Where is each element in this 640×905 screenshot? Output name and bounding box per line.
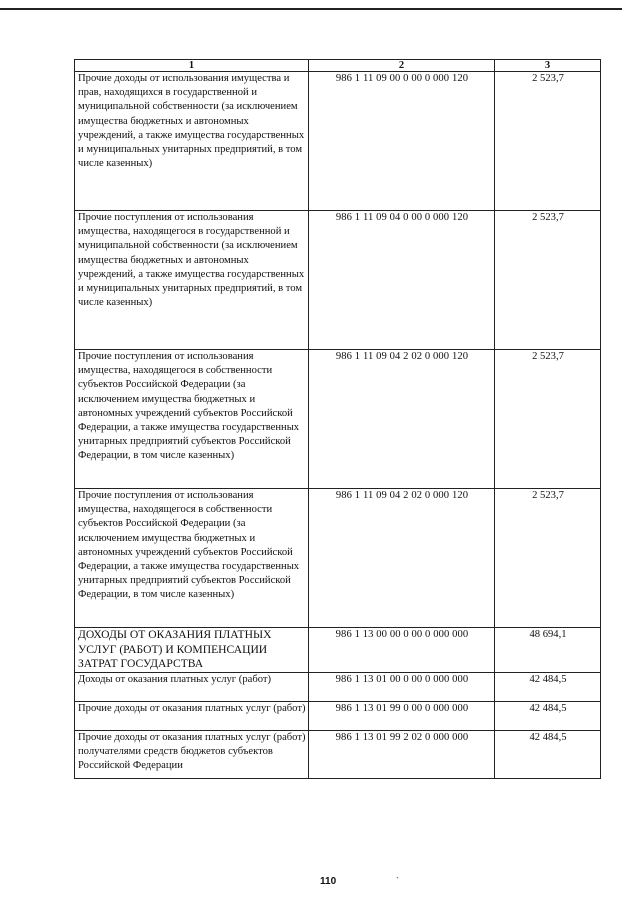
row-name: Прочие поступления от использования имущества, находящегося в государственной и муниципальной собственности (за исключением имущества бюджетных и автономных учреждений, а также имущества государственных и муниципальных унитарных предприятий, в том числе казенных) xyxy=(75,211,309,350)
table-row xyxy=(75,350,601,489)
revenue-table xyxy=(74,59,601,779)
page-number: 110 xyxy=(320,876,337,887)
row-amount: 42 484,5 xyxy=(495,672,601,701)
table-row xyxy=(75,489,601,628)
row-code: 986 1 13 00 00 0 00 0 000 000 xyxy=(309,628,495,673)
row-code: 986 1 13 01 99 2 02 0 000 000 xyxy=(309,730,495,778)
table-row xyxy=(75,701,601,730)
row-name: Доходы от оказания платных услуг (работ) xyxy=(75,672,309,701)
row-amount: 2 523,7 xyxy=(495,489,601,628)
row-code: 986 1 11 09 04 0 00 0 000 120 xyxy=(309,211,495,350)
row-amount: 2 523,7 xyxy=(495,72,601,211)
row-name: ДОХОДЫ ОТ ОКАЗАНИЯ ПЛАТНЫХ УСЛУГ (РАБОТ) И КОМПЕНСАЦИИ ЗАТРАТ ГОСУДАРСТВА xyxy=(75,628,309,673)
row-amount: 42 484,5 xyxy=(495,730,601,778)
row-name: Прочие доходы от оказания платных услуг (работ) получателями средств бюджетов субъектов Российской Федерации xyxy=(75,730,309,778)
row-name: Прочие доходы от оказания платных услуг (работ) xyxy=(75,701,309,730)
row-code: 986 1 11 09 04 2 02 0 000 120 xyxy=(309,350,495,489)
top-rule xyxy=(0,8,622,10)
row-amount: 2 523,7 xyxy=(495,350,601,489)
column-header-1: 1 xyxy=(75,60,309,72)
table-row xyxy=(75,730,601,778)
row-code: 986 1 11 09 00 0 00 0 000 120 xyxy=(309,72,495,211)
table-header-row xyxy=(75,60,601,72)
row-name: Прочие поступления от использования имущества, находящегося в собственности субъектов Российской Федерации (за исключением имущества бюджетных и автономных учреждений субъектов Российской Федерации, а также имущества государственных унитарных предприятий субъектов Российской Федерации, в том числе казенных) xyxy=(75,350,309,489)
row-code: 986 1 13 01 00 0 00 0 000 000 xyxy=(309,672,495,701)
row-amount: 42 484,5 xyxy=(495,701,601,730)
column-header-3: 3 xyxy=(495,60,601,72)
table-row xyxy=(75,72,601,211)
row-name: Прочие доходы от использования имущества и прав, находящихся в государственной и муниципальной собственности (за исключением имущества бюджетных и автономных учреждений, а также имущества государственных и муниципальных унитарных предприятий, в том числе казенных) xyxy=(75,72,309,211)
row-amount: 2 523,7 xyxy=(495,211,601,350)
table-row xyxy=(75,211,601,350)
row-code: 986 1 11 09 04 2 02 0 000 120 xyxy=(309,489,495,628)
row-code: 986 1 13 01 99 0 00 0 000 000 xyxy=(309,701,495,730)
row-amount: 48 694,1 xyxy=(495,628,601,673)
table-row xyxy=(75,672,601,701)
row-name: Прочие поступления от использования имущества, находящегося в собственности субъектов Российской Федерации (за исключением имущества бюджетных и автономных учреждений субъектов Российской Федерации, а также имущества государственных унитарных предприятий субъектов Российской Федерации, в том числе казенных) xyxy=(75,489,309,628)
table-row xyxy=(75,628,601,673)
column-header-2: 2 xyxy=(309,60,495,72)
scan-speck: ` xyxy=(396,876,399,886)
